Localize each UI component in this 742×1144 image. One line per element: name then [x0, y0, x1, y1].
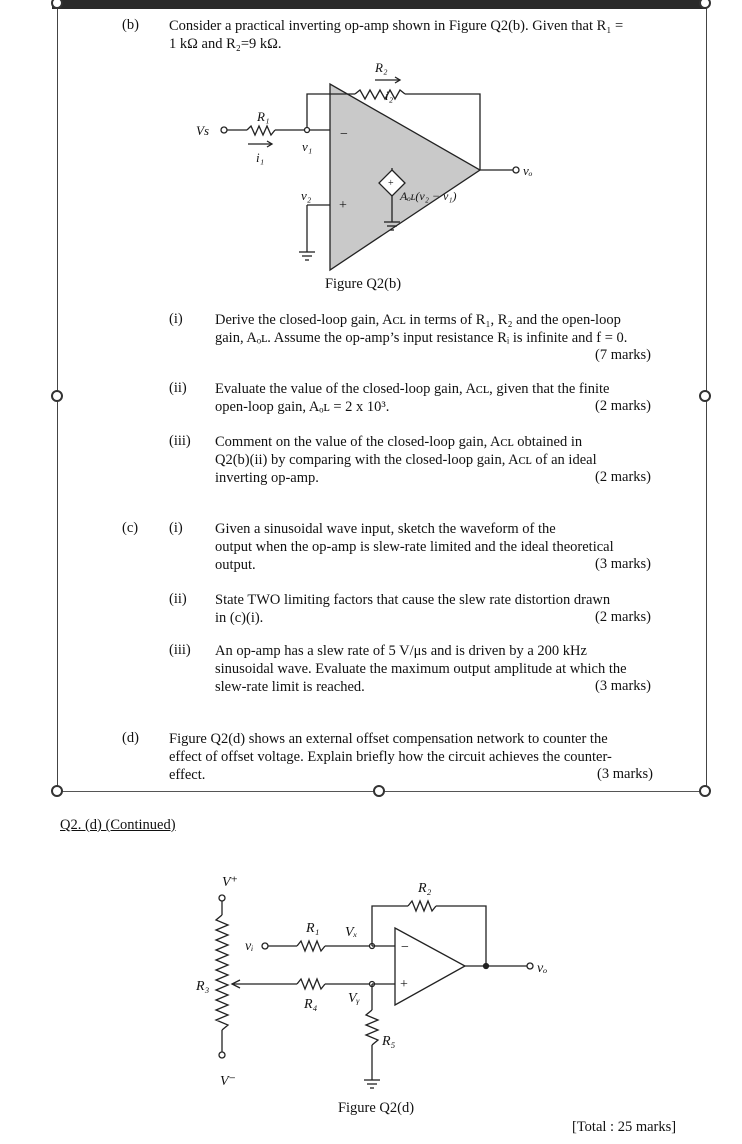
resize-handle-bottom-left[interactable] [51, 785, 63, 797]
resize-handle-middle-left[interactable] [51, 390, 63, 402]
plus-terminal-d: + [400, 977, 408, 992]
minus-terminal-d: − [401, 940, 409, 955]
continued-heading: Q2. (d) (Continued) [60, 817, 176, 833]
part-b-iii-text: Comment on the value of the closed-loop gain, Aᴄʟ obtained in Q2(b)(ii) by comparing with the closed-loop gain, Aᴄʟ of an ideal inverting op-amp. [215, 434, 597, 486]
part-b-i-text: Derive the closed-loop gain, Aᴄʟ in terms of R₁, R₂ and the open-loop gain, Aₒʟ. Assume the op-amp’s input resistance Rᵢ is infinite and f = 0. [215, 312, 628, 346]
question-d-marks: (3 marks) [597, 766, 653, 782]
intro-line-1: Consider a practical inverting op-amp shown in Figure Q2(b). Given that R₁ = [169, 18, 624, 34]
label-r5: R₅ [382, 1034, 396, 1049]
figure-q2b-circuit [0, 0, 742, 290]
part-c-ii-marks: (2 marks) [595, 609, 651, 625]
resize-handle-bottom-middle[interactable] [373, 785, 385, 797]
part-b-i-marks: (7 marks) [595, 347, 651, 363]
figure-q2d-caption: Figure Q2(d) [337, 1100, 415, 1116]
part-b-iii-label: (iii) [169, 433, 191, 449]
part-b-ii-label: (ii) [169, 380, 187, 396]
resize-handle-middle-right[interactable] [699, 390, 711, 402]
question-label-c: (c) [122, 520, 139, 536]
question-label-b: (b) [122, 17, 139, 33]
label-i2-b: i₂ [385, 88, 394, 103]
label-r1-b: R₁ [257, 109, 270, 124]
part-b-i-label: (i) [169, 311, 183, 327]
label-vi: vᵢ [245, 939, 254, 954]
plus-terminal-b: + [339, 198, 347, 213]
label-i1-b: i₁ [256, 150, 265, 165]
part-b-ii-text: Evaluate the value of the closed-loop gain, Aᴄʟ, given that the finite open-loop gain, Aₒʟ = 2 x 10³. [215, 381, 610, 415]
part-c-ii-text: State TWO limiting factors that cause the slew rate distortion drawn in (c)(i). [215, 592, 611, 626]
part-b-iii-marks: (2 marks) [595, 469, 651, 485]
label-v2: v₂ [301, 188, 312, 203]
label-vminus: V⁻ [220, 1074, 236, 1089]
part-c-iii-label: (iii) [169, 642, 191, 658]
label-vy: Vᵧ [348, 991, 360, 1006]
part-c-i-label: (i) [169, 520, 183, 536]
part-c-iii-text: An op-amp has a slew rate of 5 V/μs and is driven by a 200 kHz sinusoidal wave. Evaluate the maximum output amplitude at which the slew-rate limit is reached. [215, 643, 627, 695]
label-r1-d: R₁ [306, 921, 320, 936]
figure-q2b-caption: Figure Q2(b) [324, 276, 402, 292]
label-vplus: V⁺ [222, 875, 238, 890]
part-c-i-text: Given a sinusoidal wave input, sketch the waveform of the output when the op-amp is slew-rate limited and the ideal theoretical output. [215, 521, 614, 573]
figure-q2d-circuit [0, 860, 742, 1100]
label-vs: Vs [196, 123, 209, 138]
question-d-text: Figure Q2(d) shows an external offset compensation network to counter the effect of offset voltage. Explain briefly how the circuit achieves the counter- effect. [169, 731, 612, 783]
intro-line-2: 1 kΩ and R₂=9 kΩ. [169, 36, 282, 52]
label-r2-d: R₂ [418, 881, 432, 896]
part-c-i-marks: (3 marks) [595, 556, 651, 572]
label-v1: v₁ [302, 139, 313, 154]
part-c-ii-label: (ii) [169, 591, 187, 607]
total-marks: [Total : 25 marks] [572, 1119, 677, 1135]
label-r2-b: R₂ [375, 60, 388, 75]
source-plus-b: + [388, 178, 394, 189]
label-vo-d: vₒ [537, 961, 548, 976]
question-label-d: (d) [122, 730, 139, 746]
resize-handle-bottom-right[interactable] [699, 785, 711, 797]
label-vo-b: vₒ [523, 163, 533, 178]
label-aol: Aₒʟ(v₂ − v₁) [400, 189, 457, 203]
part-c-iii-marks: (3 marks) [595, 678, 651, 694]
label-r4: R₄ [304, 997, 318, 1012]
label-vx: Vₓ [345, 925, 358, 940]
opamp-body [330, 84, 480, 270]
minus-terminal-b: − [340, 127, 348, 142]
part-b-ii-marks: (2 marks) [595, 398, 651, 414]
label-r3: R₃ [196, 979, 210, 994]
